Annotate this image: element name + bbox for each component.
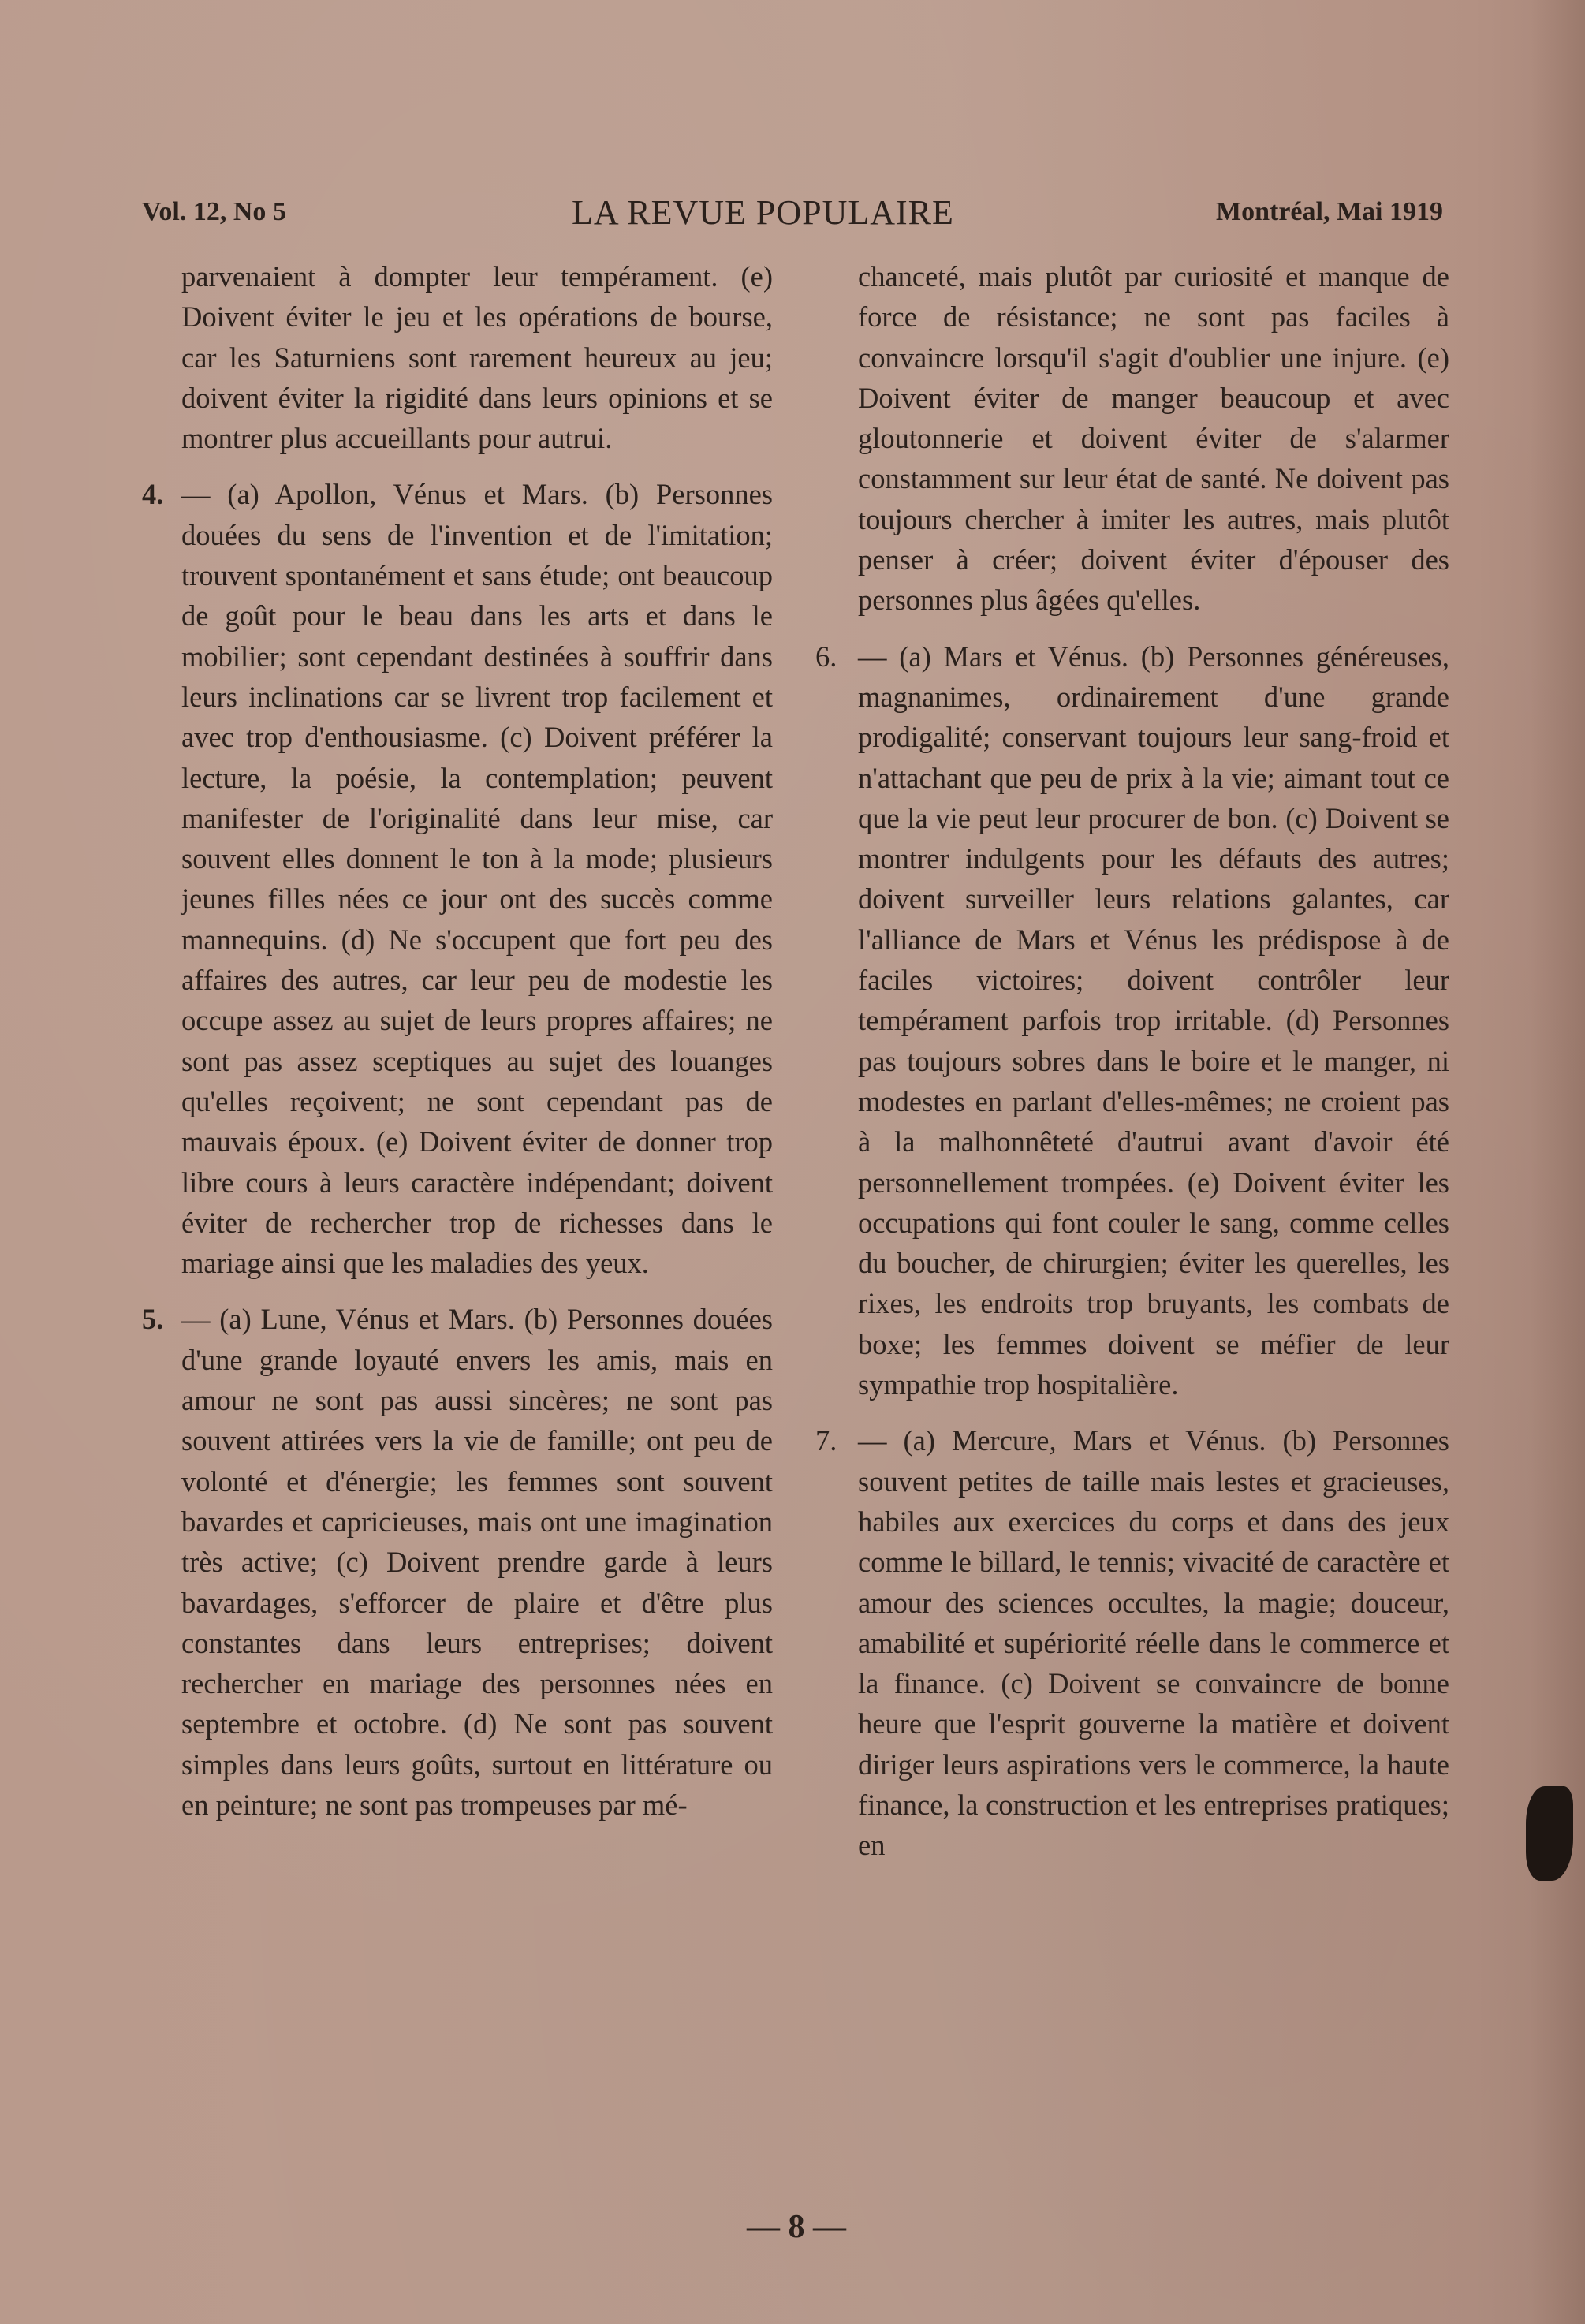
torn-hole (1526, 1786, 1573, 1881)
entry-text: — (a) Apollon, Vénus et Mars. (b) Personnes douées du sens de l'invention et de l'imitation; trouvent spontanément et sans étude; ont beaucoup de goût pour le beau dans les arts et dans le mobilier; sont cependant destinées à souffrir dans leurs inclinations car se livrent trop facilement et avec trop d'enthousiasme. (c) Doivent préférer la lecture, la poésie, la contemplation; peuvent manifester de l'originalité dans leur mise, car souvent elles donnent le ton à la mode; plusieurs jeunes filles nées ce jour ont des succès comme mannequins. (d) Ne s'occupent que fort peu des affaires des autres, car leur peu de modestie les occupe assez au sujet de leurs propres affaires; ne sont pas assez sceptiques au sujet des louanges qu'elles reçoivent; ne sont cependant pas de mauvais époux. (e) Doivent éviter de donner trop libre cours à leurs caractère indépendant; doivent éviter de rechercher trop de richesses dans le mariage ainsi que les maladies des yeux. (181, 478, 773, 1280)
publication-title: LA REVUE POPULAIRE (572, 193, 954, 232)
continuation-text: parvenaient à dompter leur tempérament. (e) Doivent éviter le jeu et les opérations de bourse, car les Saturniens sont rarement heureux au jeu; doivent éviter la rigidité dans leurs opinions et se montrer plus accueillants pour autrui. (181, 260, 773, 455)
page-number: — 8 — (747, 2209, 846, 2245)
place-date: Montréal, Mai 1919 (1216, 197, 1443, 226)
entry-7: 7. — (a) Mercure, Mars et Vénus. (b) Personnes souvent petites de taille mais lestes et gracieuses, habiles aux exercices du corps et dans des jeux comme le billard, le tennis; vivacité de caractère et amour des sciences occultes, la magie; douceur, amabilité et supériorité réelle dans le commerce et la finance. (c) Doivent se convaincre de bonne heure que l'esprit gouverne la matière et doivent diriger leurs aspirations vers le commerce, la haute finance, la construction et les entreprises pratiques; en (815, 1424, 1449, 1862)
continuation-text: chanceté, mais plutôt par curiosité et manque de force de résistance; ne sont pas faciles à convaincre lorsqu'il s'agit d'oublier une injure. (e) Doivent éviter de manger beaucoup et avec gloutonnerie et doivent éviter de s'alarmer constamment sur leur état de santé. Ne doivent pas toujours chercher à imiter les autres, mais plutôt penser à créer; doivent éviter d'épouser des personnes plus âgées qu'elles. (858, 260, 1449, 617)
entry-text: — (a) Lune, Vénus et Mars. (b) Personnes douées d'une grande loyauté envers les amis, mais en amour ne sont pas aussi sincères; ne sont pas souvent attirées vers la vie de famille; ont peu de volonté et d'énergie; les femmes sont souvent bavardes et capricieuses, mais ont une imagination très active; (c) Doivent prendre garde à leurs bavardages, s'efforcer de plaire et d'être plus constantes dans leurs entreprises; doivent rechercher en mariage des personnes nées en septembre et octobre. (d) Ne sont pas souvent simples dans leurs goûts, surtout en littérature ou en peinture; ne sont pas trompeuses par mé- (181, 1303, 773, 1821)
entry-text: — (a) Mars et Vénus. (b) Personnes généreuses, magnanimes, ordinairement d'une grande prodigalité; conservant toujours leur sang-froid et n'attachant que peu de prix à la vie; aimant tout ce que la vie peut leur procurer de bon. (c) Doivent se montrer indulgents pour les défauts des autres; doivent surveiller leurs relations galantes, car l'alliance de Mars et Vénus les prédispose à de faciles victoires; doivent contrôler leur tempérament parfois trop irritable. (d) Personnes pas toujours sobres dans le boire et le manger, ni modestes en parlant d'elles-mêmes; ne croient pas à la malhonnêteté d'autrui avant d'avoir été personnellement trompées. (e) Doivent éviter les occupations qui font couler le sang, comme celles du boucher, de chirurgien; éviter les querelles, les rixes, les endroits trop bruyants, les combats de boxe; les femmes doivent se méfier de leur sympathie trop hospitalière. (858, 640, 1449, 1401)
entry-6: 6. — (a) Mars et Vénus. (b) Personnes généreuses, magnanimes, ordinairement d'une grande prodigalité; conservant toujours leur sang-froid et n'attachant que peu de prix à la vie; aimant tout ce que la vie peut leur procurer de bon. (c) Doivent se montrer indulgents pour les défauts des autres; doivent surveiller leurs relations galantes, car l'alliance de Mars et Vénus les prédispose à de faciles victoires; doivent contrôler leur tempérament parfois trop irritable. (d) Personnes pas toujours sobres dans le boire et le manger, ni modestes en parlant d'elles-mêmes; ne croient pas à la malhonnêteté d'autrui avant d'avoir été personnellement trompées. (e) Doivent éviter les occupations qui font couler le sang, comme celles du boucher, de chirurgien; éviter les querelles, les rixes, les endroits trop bruyants, les combats de boxe; les femmes doivent se méfier de leur sympathie trop hospitalière. (815, 640, 1449, 1401)
left-column (142, 256, 773, 1825)
entry-text: — (a) Mercure, Mars et Vénus. (b) Personnes souvent petites de taille mais lestes et gracieuses, habiles aux exercices du corps et dans des jeux comme le billard, le tennis; vivacité de caractère et amour des sciences occultes, la magie; douceur, amabilité et supériorité réelle dans le commerce et la finance. (c) Doivent se convaincre de bonne heure que l'esprit gouverne la matière et doivent diriger leurs aspirations vers le commerce, la haute finance, la construction et les entreprises pratiques; en (858, 1424, 1449, 1862)
entry-4: 4. — (a) Apollon, Vénus et Mars. (b) Personnes douées du sens de l'invention et de l'imitation; trouvent spontanément et sans étude; ont beaucoup de goût pour le beau dans les arts et dans le mobilier; sont cependant destinées à souffrir dans leurs inclinations car se livrent trop facilement et avec trop d'enthousiasme. (c) Doivent préférer la lecture, la poésie, la contemplation; peuvent manifester de l'originalité dans leur mise, car souvent elles donnent le ton à la mode; plusieurs jeunes filles nées ce jour ont des succès comme mannequins. (d) Ne s'occupent que fort peu des affaires des autres, car leur peu de modestie les occupe assez au sujet de leurs propres affaires; ne sont pas assez sceptiques au sujet des louanges qu'elles reçoivent; ne sont cependant pas de mauvais époux. (e) Doivent éviter de donner trop libre cours à leurs caractère indépendant; doivent éviter de rechercher trop de richesses dans le mariage ainsi que les maladies des yeux. (142, 478, 773, 1280)
running-header (142, 193, 1443, 237)
right-column (815, 256, 1449, 1866)
volume-number: Vol. 12, No 5 (142, 197, 286, 226)
page-edge-shadow (1530, 0, 1585, 2324)
entry-5: 5. — (a) Lune, Vénus et Mars. (b) Personnes douées d'une grande loyauté envers les amis, mais en amour ne sont pas aussi sincères; ne sont pas souvent attirées vers la vie de famille; ont peu de volonté et d'énergie; les femmes sont souvent bavardes et capricieuses, mais ont une imagination très active; (c) Doivent prendre garde à leurs bavardages, s'efforcer de plaire et d'être plus constantes dans leurs entreprises; doivent rechercher en mariage des personnes nées en septembre et octobre. (d) Ne sont pas souvent simples dans leurs goûts, surtout en littérature ou en peinture; ne sont pas trompeuses par mé- (142, 1303, 773, 1821)
